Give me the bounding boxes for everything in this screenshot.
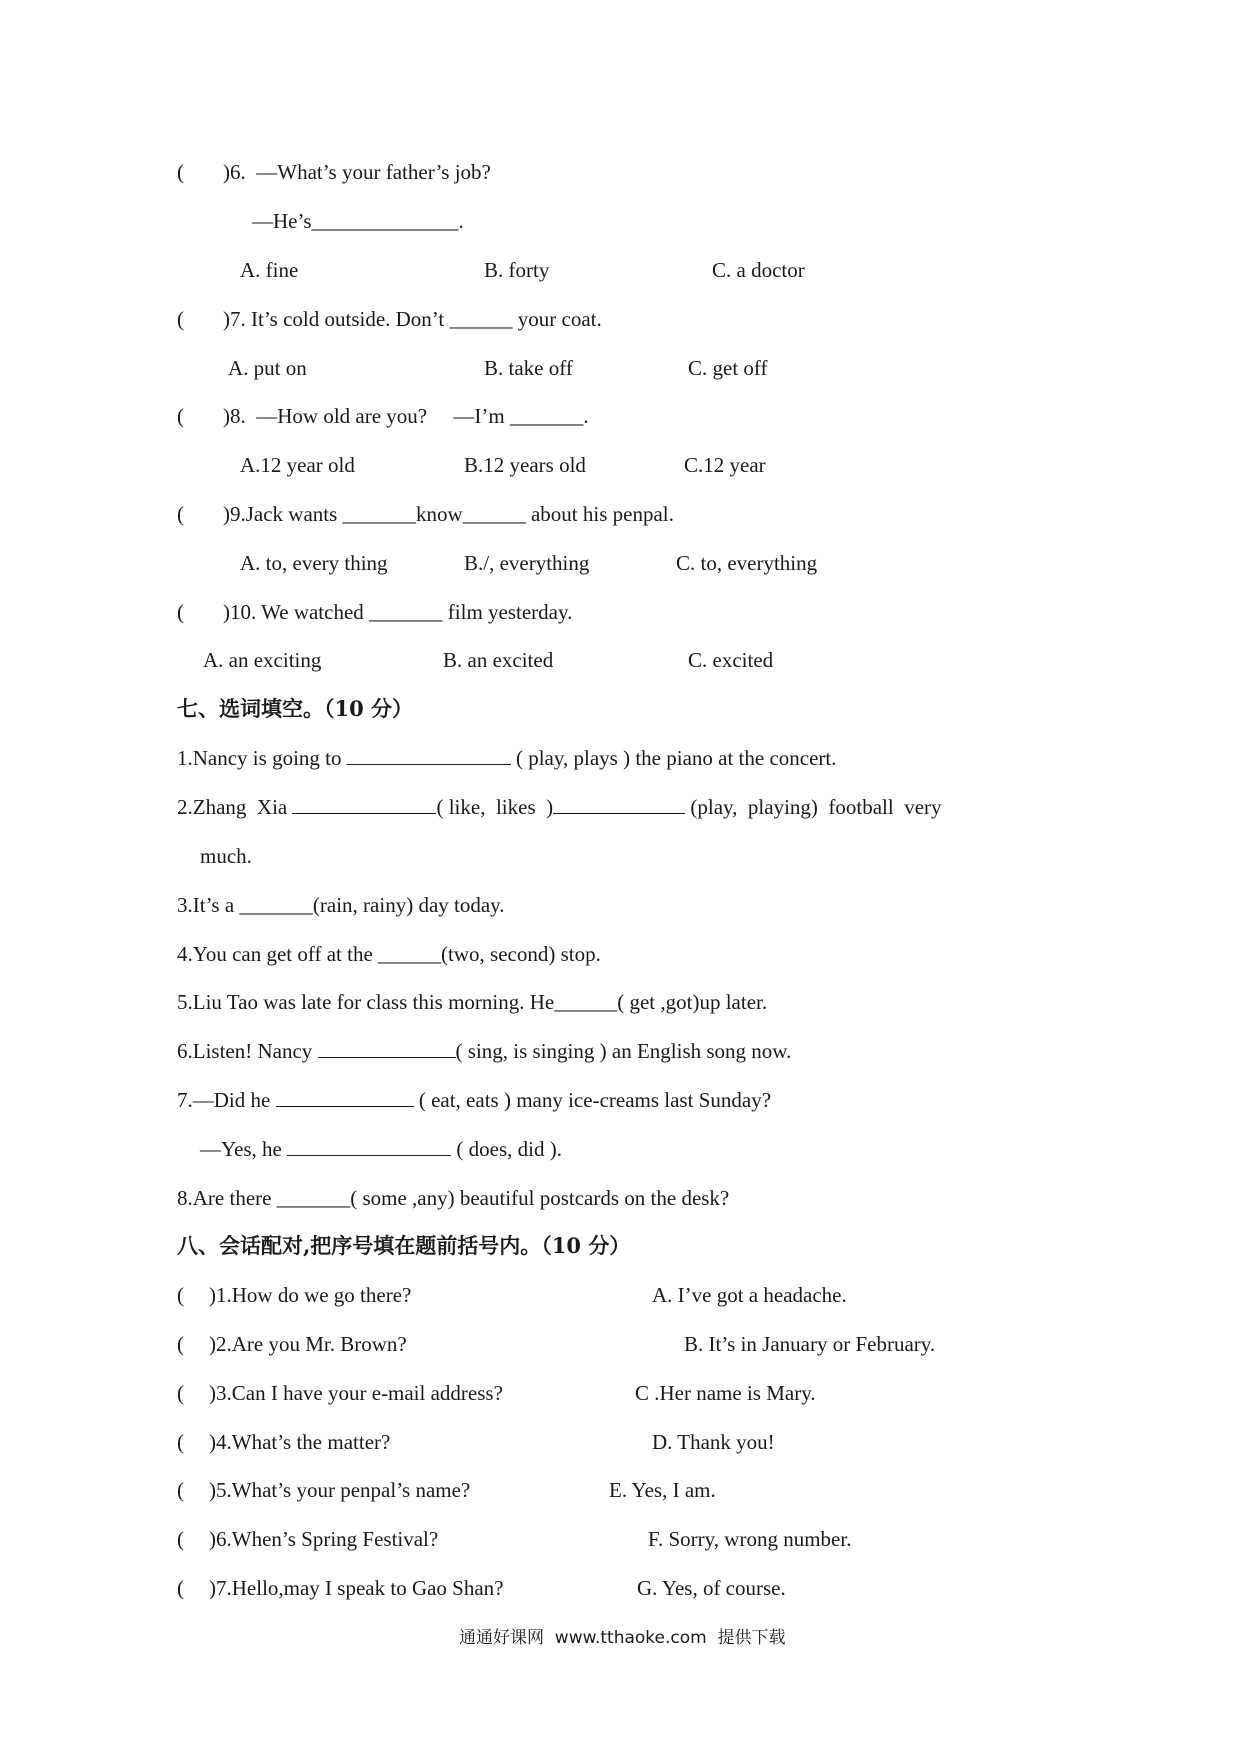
answer-paren: ( [177,1381,184,1405]
answer-blank[interactable] [553,795,685,814]
mc-q7-option-a: A. put on [228,356,307,380]
answer-blank[interactable] [292,795,436,814]
fill-q2-choices-b: (play, playing) football very [685,795,942,819]
mc-q8-option-a: A.12 year old [240,453,355,477]
fill-q6 [177,1037,791,1065]
match-question: )1.How do we go there? [209,1283,412,1307]
fill-q7-reply [200,1135,562,1163]
mc-q8-stem: )8. —How old are you? —I’m _______. [223,404,589,428]
match-answer: F. Sorry, wrong number. [648,1527,852,1551]
mc-q7-stem: )7. It’s cold outside. Don’t ______ your coat. [223,307,602,331]
section-8-heading: 八、会话配对,把序号填在题前括号内。（10 分） [177,1233,631,1258]
fill-q2-text: 2.Zhang Xia [177,795,293,819]
answer-paren: ( [177,1576,184,1600]
match-question: )3.Can I have your e-mail address? [209,1381,503,1405]
fill-q7 [177,1086,771,1114]
mc-q6-stem: )6. —What’s your father’s job? [223,160,491,184]
match-answer: A. I’ve got a headache. [652,1283,847,1307]
mc-q10-option-c: C. excited [688,648,774,672]
fill-q2 [177,793,942,821]
mc-q10-option-a: A. an exciting [203,648,322,672]
fill-q2-choices-a: ( like, likes ) [436,795,554,819]
answer-blank[interactable] [347,746,511,765]
match-answer: G. Yes, of course. [637,1576,786,1600]
match-question: )6.When’s Spring Festival? [209,1527,439,1551]
fill-q7-reply-choices: ( does, did ). [451,1137,562,1161]
fill-q1 [177,744,837,772]
fill-q7-choices: ( eat, eats ) many ice-creams last Sunday? [413,1088,772,1112]
answer-blank[interactable] [276,1088,414,1107]
answer-paren: ( [177,502,184,526]
fill-q1-text: 1.Nancy is going to [177,746,347,770]
mc-q10-stem: )10. We watched _______ film yesterday. [223,600,573,624]
fill-q3: 3.It’s a _______(rain, rainy) day today. [177,893,505,917]
mc-q9-option-b: B./, everything [464,551,590,575]
answer-paren: ( [177,1332,184,1356]
match-answer: D. Thank you! [652,1430,775,1454]
answer-paren: ( [177,307,184,331]
mc-q6-option-c: C. a doctor [712,258,805,282]
mc-q7-option-c: C. get off [688,356,768,380]
fill-q6-choices: ( sing, is singing ) an English song now. [455,1039,792,1063]
answer-paren: ( [177,1527,184,1551]
fill-q1-choices: ( play, plays ) the piano at the concert. [510,746,837,770]
fill-q4: 4.You can get off at the ______(two, second) stop. [177,942,601,966]
answer-blank[interactable] [287,1137,451,1156]
mc-q9-option-c: C. to, everything [676,551,818,575]
mc-q7-option-b: B. take off [484,356,573,380]
mc-q10-option-b: B. an excited [443,648,554,672]
mc-q6-option-a: A. fine [240,258,299,282]
fill-q7-text: 7.—Did he [177,1088,276,1112]
match-question: )5.What’s your penpal’s name? [209,1478,471,1502]
match-question: )4.What’s the matter? [209,1430,391,1454]
fill-q2-continuation: much. [200,844,252,868]
answer-paren: ( [177,600,184,624]
section-7-heading: 七、选词填空。（10 分） [177,696,414,721]
match-answer: C .Her name is Mary. [635,1381,816,1405]
answer-paren: ( [177,404,184,428]
match-question: )7.Hello,may I speak to Gao Shan? [209,1576,504,1600]
answer-paren: ( [177,1283,184,1307]
fill-q7-reply-text: —Yes, he [200,1137,288,1161]
fill-q8: 8.Are there _______( some ,any) beautiful postcards on the desk? [177,1186,730,1210]
mc-q6-reply: —He’s______________. [252,209,464,233]
mc-q8-option-c: C.12 year [684,453,766,477]
answer-paren: ( [177,1430,184,1454]
match-answer: E. Yes, I am. [609,1478,716,1502]
mc-q6-option-b: B. forty [484,258,550,282]
mc-q9-stem: )9.Jack wants _______know______ about his penpal. [223,502,674,526]
match-answer: B. It’s in January or February. [684,1332,936,1356]
fill-q5: 5.Liu Tao was late for class this morning. He______( get ,got)up later. [177,990,768,1014]
page-footer: 通通好课网 www.tthaoke.com 提供下载 [459,1628,786,1648]
answer-blank[interactable] [318,1039,456,1058]
answer-paren: ( [177,1478,184,1502]
mc-q8-option-b: B.12 years old [464,453,586,477]
match-question: )2.Are you Mr. Brown? [209,1332,407,1356]
fill-q6-text: 6.Listen! Nancy [177,1039,318,1063]
mc-q9-option-a: A. to, every thing [240,551,388,575]
answer-paren: ( [177,160,184,184]
